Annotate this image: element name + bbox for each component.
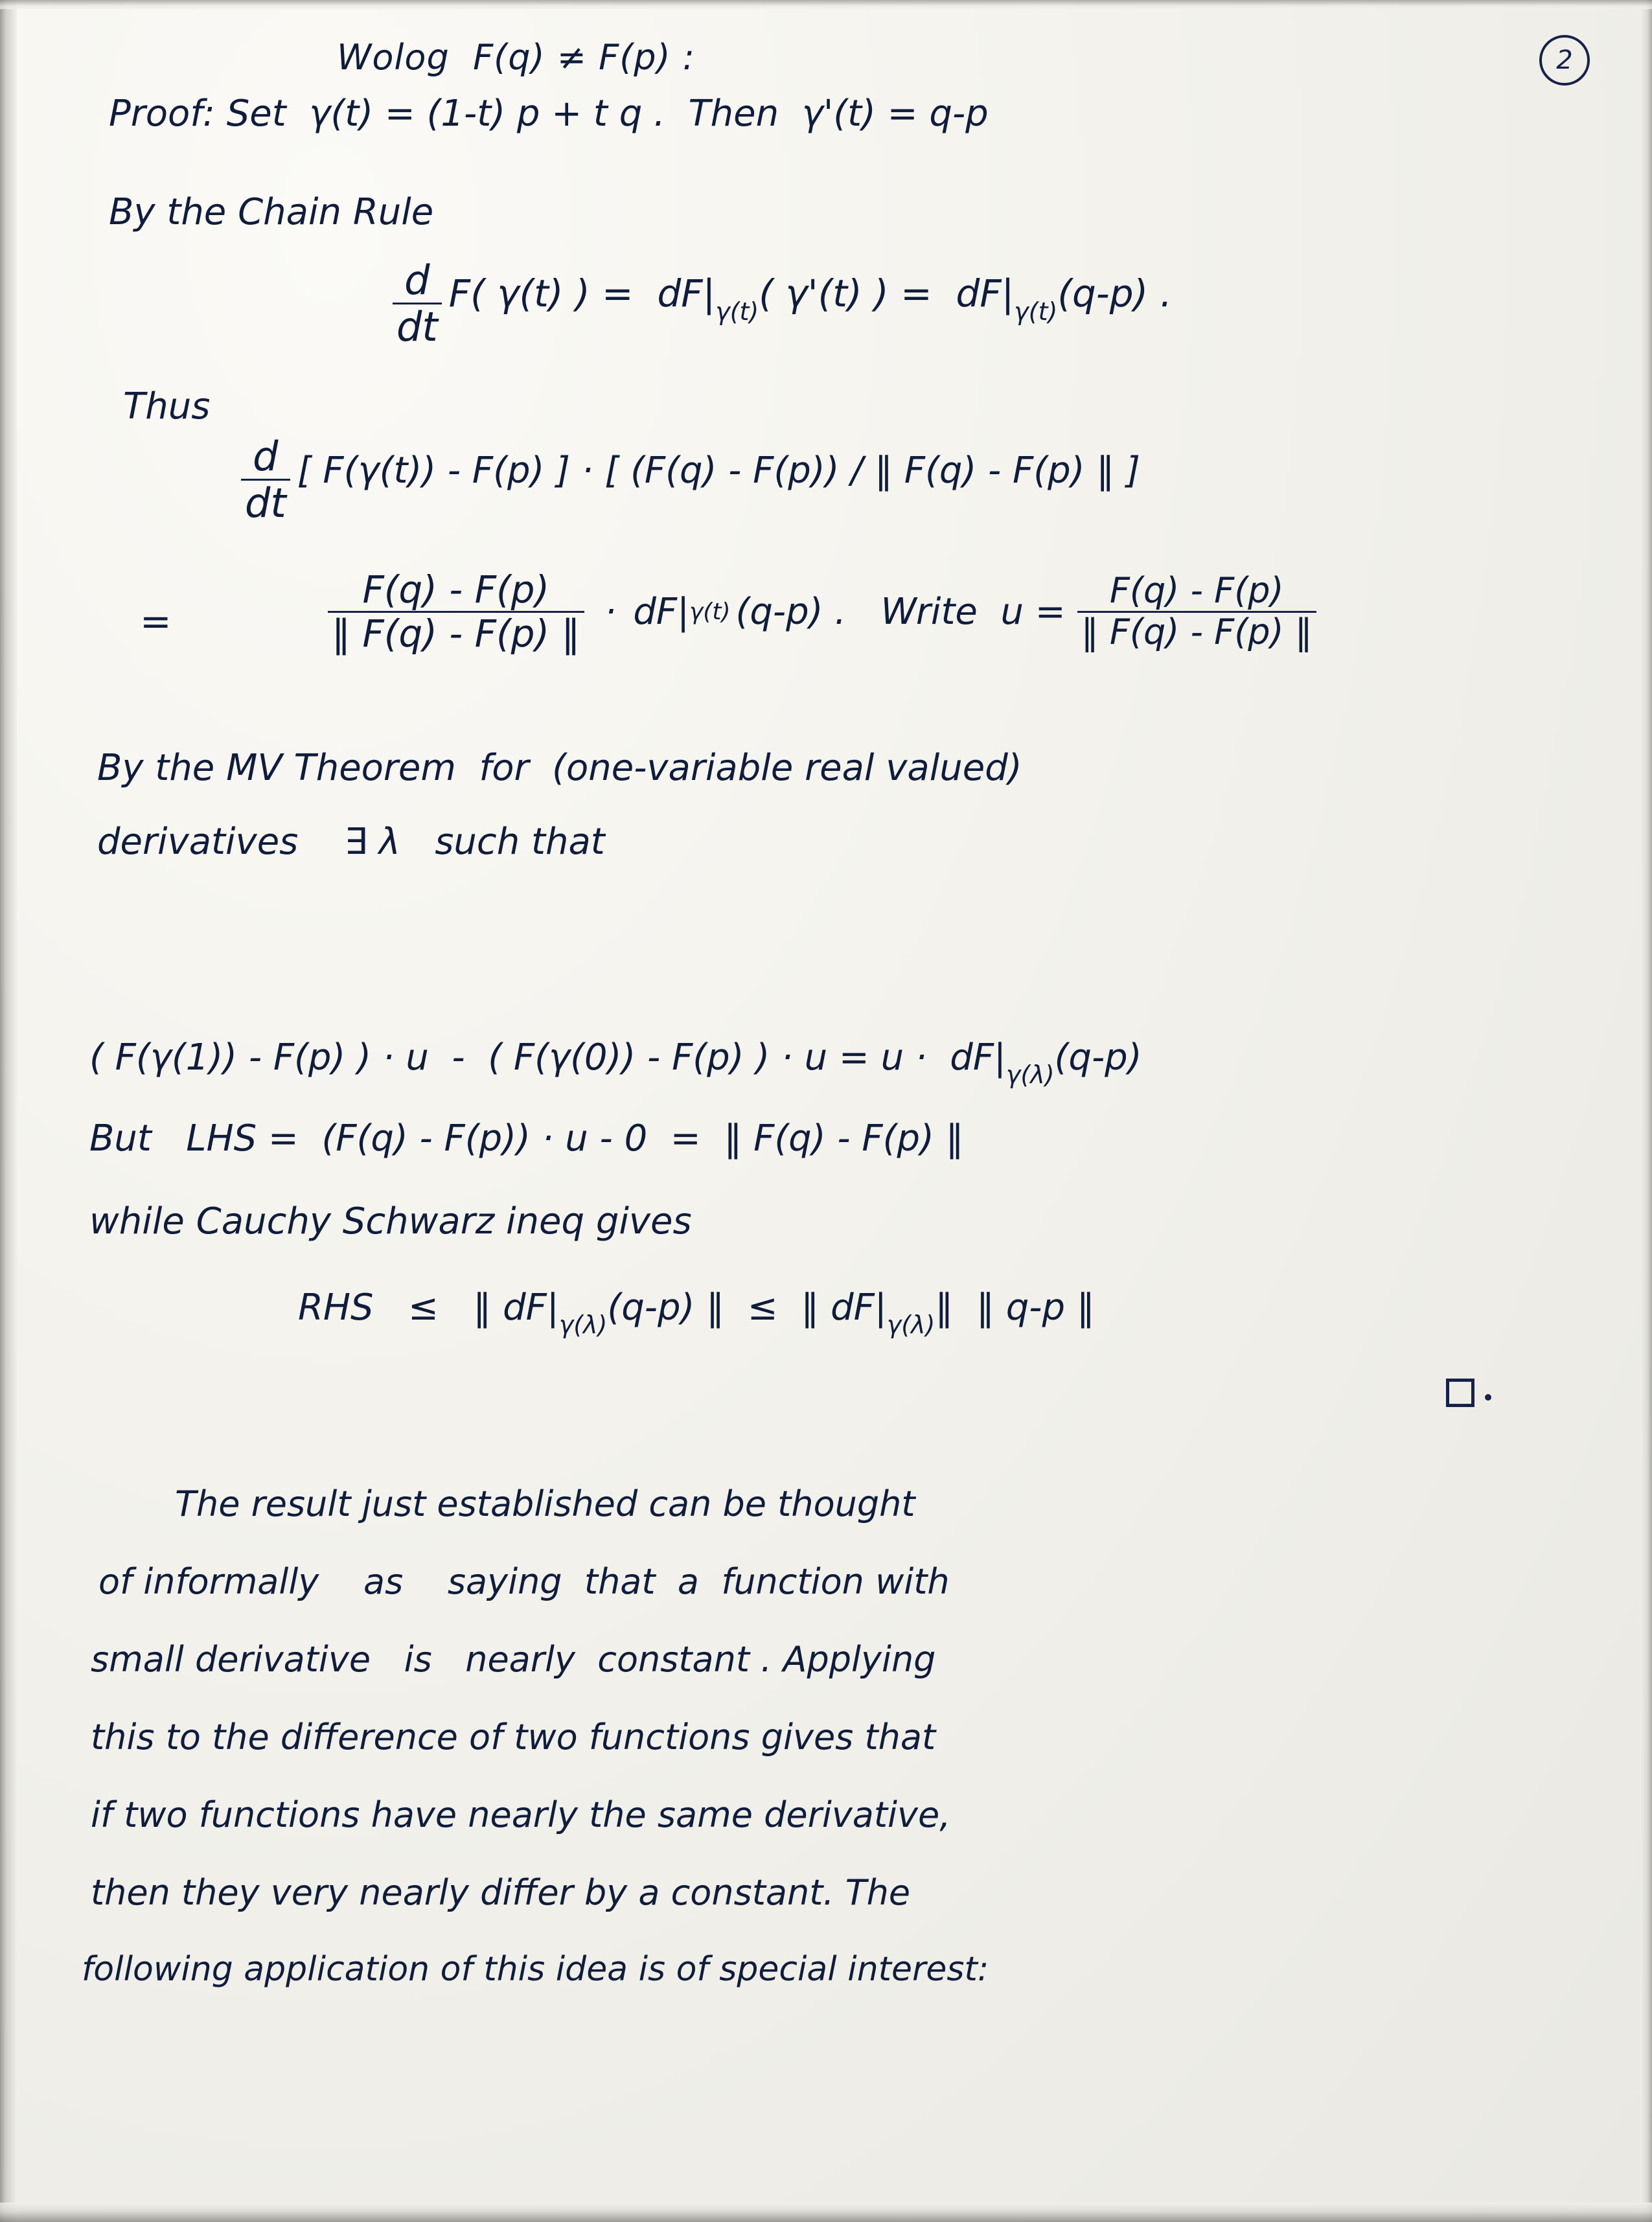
proof-set-line: Proof: Set γ(t) = (1-t) p + t q . Then γ'(t) = q-p [109,93,989,135]
thus-ddt-den: dt [241,479,290,524]
paragraph-line-1: The result just established can be thought [175,1483,915,1524]
chain-rule-mid: ( γ'(t) ) = dF| [759,271,1015,316]
thus-expression: [ F(γ(t)) - F(p) ] · [ (F(q) - F(p)) / ‖ F(q) - F(p) ‖ ] [297,450,1140,492]
u-frac-num: F(q) - F(p) [1109,570,1284,612]
result-tail: (q-p) . Write u = [735,590,1066,633]
chain-rule-lhs: F( γ(t) ) = dF| [448,271,716,316]
mv-big-lhs: ( F(γ(1)) - F(p) ) · u - ( F(γ(0)) - F(p) ) · u = u · dF| [89,1037,1006,1079]
but-lhs-line: But LHS = (F(q) - F(p)) · u - 0 = ‖ F(q) - F(p) ‖ [89,1117,964,1160]
rhs-sub-1: γ(λ) [558,1310,608,1339]
paper-edge-bottom [0,2203,1652,2222]
paragraph-line-6: then they very nearly differ by a constant. The [91,1872,911,1913]
rhs-sub-2: γ(λ) [886,1310,935,1339]
qed-box [1446,1379,1474,1407]
mv-theorem-line-2: derivatives ∃ λ such that [97,821,605,863]
rhs-part-a: RHS ≤ ‖ dF| [298,1287,559,1329]
chain-rule-ddt-num: d [404,257,430,304]
chain-rule-ddt-den: dt [393,303,442,348]
rhs-part-b: (q-p) ‖ ≤ ‖ dF| [607,1287,887,1329]
rhs-part-c: ‖ ‖ q-p ‖ [935,1287,1095,1329]
mv-theorem-line-1: By the MV Theorem for (one-variable real valued) [97,747,1022,789]
page-number-badge: 2 [1539,35,1590,86]
wolog-line: Wolog F(q) ≠ F(p) : [337,37,695,78]
chain-rule-equation [389,257,1173,351]
paragraph-line-2: of informally as saying that a function with [98,1561,950,1602]
thus-equation [237,433,1140,527]
mv-big-sub: γ(λ) [1005,1060,1055,1089]
u-frac-den: ‖ F(q) - F(p) ‖ [1077,611,1316,651]
mv-big-equation [89,1037,1142,1089]
chain-rule-sub-2: γ(t) [1014,297,1058,326]
paragraph-line-7: following application of this idea is of special interest: [82,1950,989,1989]
rhs-inequality [298,1287,1095,1339]
thus-label: Thus [123,385,211,428]
chain-rule-sub-1: γ(t) [715,297,759,326]
equals-sign: = [140,599,172,643]
paragraph-line-5: if two functions have nearly the same derivative, [91,1794,951,1835]
mv-big-rhs: (q-p) [1054,1037,1142,1079]
thus-ddt-num: d [253,433,279,480]
cauchy-schwarz-line: while Cauchy Schwarz ineq gives [89,1200,692,1243]
paragraph-line-4: this to the difference of two functions gives that [91,1717,936,1758]
result-frac-den: ‖ F(q) - F(p) ‖ [328,611,584,654]
chain-rule-label: By the Chain Rule [109,191,434,233]
paper-edge-left [0,0,17,2222]
qed-period [1485,1394,1491,1401]
paper-edge-right [1640,0,1652,2222]
result-dF: dF| [633,590,689,633]
chain-rule-rhs: (q-p) . [1057,271,1173,316]
result-frac-num: F(q) - F(p) [362,567,550,612]
paper-edge-top [0,0,1652,9]
result-dot: · [604,590,617,633]
paragraph-line-3: small derivative is nearly constant . Applying [91,1639,936,1680]
result-dF-sub: γ(t) [689,598,731,625]
result-equation [324,567,1320,656]
